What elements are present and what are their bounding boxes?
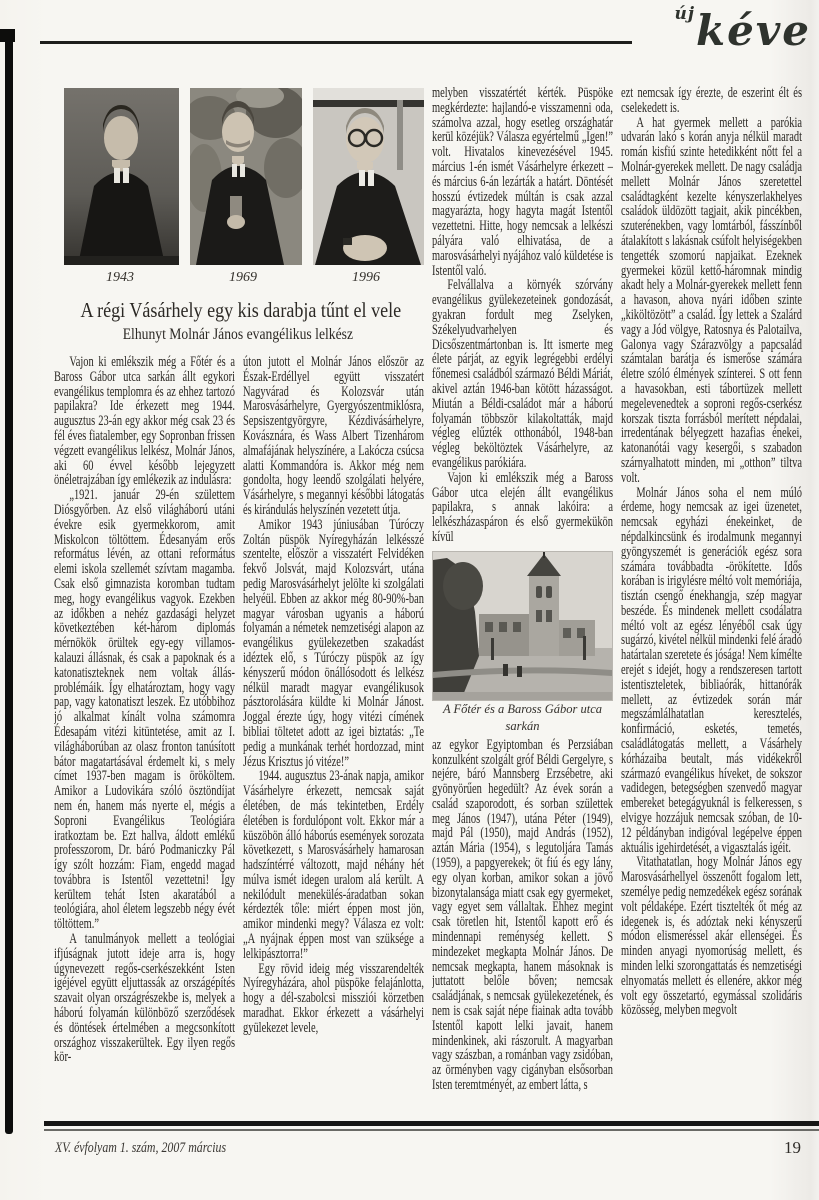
portrait-captions-row [64, 270, 422, 286]
footer-issue-label: XV. évfolyam 1. szám, 2007 március [55, 1140, 227, 1156]
article-paragraph: Vitathatatlan, hogy Molnár János egy Marosvásárhellyel összenőtt fogalom lett, személye pedig nemzedékek egész sorának volt példaképe. Ezért tisztelték őt még az idegenek is, és adóztak neki kényszerű módon elismeréssel akár ellenségei. És minden anyagi nyomorúság mellett, és minden lelki szorongattatás és nemzetiségi elnyomatás mellett és ellenére, akkor még volt egy összetartó, egymással szolidáris közösség, melyben megvolt [621, 854, 802, 1019]
scan-edge-artifact [5, 32, 13, 1134]
article-paragraph: „1921. január 29-én születtem Diósgyőrben. Az első világháború utáni évekre esik gyermekkorom, amit Miskolcon töltöttem. Édesanyám erős református lévén, az ottani református elemi iskola szellemét szívtam magamba. Csak első gimnazista koromban tudtam meg, hogy evangélikus vagyok. Ezekben az időkben a nehéz gazdasági helyzet következtében két-három diplomás mérnökök örültek egy-egy villamos-kalauzi állásnak, és csak a papoknak és a katonatiszteknek nem voltak állás-problémáik. Így elhatároztam, hogy vagy pap, vagy katonatiszt leszek. Ez utóbbihoz jó alkalmat kínált volna számomra Édesapám vitézi kitüntetése, amit az I. világháborúban az olasz fronton tanúsított bátor magatartásával érdemelt ki, s mely címet 1937-ben magam is örököltem. Amikor a Ludovikára szóló ösztöndíjat nem én, hanem más nyerte el, mégis a Soproni Evangélikus Teológiára iratkoztam be. Ezt hallva, áldott emlékű professzorom, Dr. báró Podmaniczky Pál így szólt hozzám: Fiam, engedd magad továbbra is Istentől vezettetni! Így kerültem tehát Isten akaratából a teológiára, ahol életem legszebb négy évét töltöttem.” [54, 487, 235, 933]
portrait-photo-1969 [190, 88, 302, 265]
article-paragraph: 1944. augusztus 23-ának napja, amikor Vásárhelyre érkezett, nemcsak saját életében, de más tekintetben, Erdély életében is fordulópont volt. Ekkor már a küszöbön álló háborús események sorozata következett, s Marosvásárhely hamarosan hadszíntérré változott, majd néhány hét múlva ismét idegen uralom alá került. A nekilódult menekülés-áradatban sokan kérdezték tőle: miért éppen most jön, amikor mindenki megy? Válasza ez volt: „A nyájnak éppen most van szüksége a lelkipásztorra!” [243, 768, 424, 962]
portrait-photo-1943 [64, 88, 179, 265]
article-paragraph: Amikor 1943 júniusában Túróczy Zoltán püspök Nyíregyházán lelkésszé szentelte, először a visszatért Felvidéken fekvő Jolsvát, majd Kolozsvárt, utána pedig Marosvásárhelyt jelölte ki szolgálati helyéül. Ebben az akkor még 80-90%-ban magyar városban ugyanis a háború folyamán a németek nemzetiségi alapon az evangélikus gyülekezetben szakadást idéztek elő, s Túróczy püspök az így kényszerű módon önállósodott és lelkész nélkül maradt magyar evangélikusok pásztorolására küldte ki Molnár Jánost. Joggal érezte úgy, hogy vitézi címének bibliai töltetet adott az igei biztatás: „Te pedig a munkának terhét hordozzad, mint Jézus Krisztus jó vitéze!” [243, 516, 424, 770]
article-paragraph: Vajon ki emlékszik még a Főtér és a Baross Gábor utca sarkán állt egykori evangélikus templomra és az ehhez tartozó papilakra? Ide érkezett meg 1944. augusztus 23-án egy akkor még csak 23 és fél éves fiatalember, egy Sopronban frissen végzett evangélikus lelkész, Molnár János, aki 60 évvel később lejegyzett önéletrajzában így emlékezik az indulásra: [54, 355, 235, 489]
article-paragraph: A tanulmányok mellett a teológiai ifjúságnak jutott ideje arra is, hogy úgynevezett regős-cserkészekként Isten igéjével együtt eljuttassák az országépítés szavait olyan országrészekbe is, melyek a háború folyamán különböző szerződések és döntések értelmében a megcsonkított országhoz visszakerültek. Egy ilyen regős kör- [54, 931, 235, 1066]
article-subtitle: Elhunyt Molnár János evangélikus lelkész [122, 326, 354, 343]
portrait-caption: 1996 [352, 270, 380, 285]
article-paragraph: Molnár János soha el nem múló érdeme, hogy nemcsak az igei üzenetet, nemcsak egyházi énekeinket, de népdalkincsünk és irodalmunk megannyi gyöngyszemét is generációk egész sora számára továbbadta -örökítette. Idős korában is irigylésre méltó volt memóriája, tisztán csengő énekhangja, szép magyar beszéde. És mindenek mellett csodálatra méltó volt az egész lényéből csak úgy sugárzó, kivétel nélkül mindenki felé áradó határtalan szeretete és jósága! Nem kímélte erejét s idejét, hogy a rendszeresen tartott istentiszteletek, bibliaórák, hittanórák mellett, az évtizedek során már megszámlálhatatlan keresztelés, konfirmáció, esketés, temetés, családlátogatás mellett, a Vásárhely kórházaiba beutalt, más vidékekről származó evangélikus híveket, de sokszor vadidegen, betegségben szenvedő magyar embereket betegágyuknál is felkeressen, s elvigye hozzájuk nemcsak szóban, de 10-12 példányban indigóval legépelve éppen aktuális igehirdetését, a vigasztalás igéit. [621, 484, 802, 856]
article-paragraph: melyben visszatértét kérték. Püspöke megkérdezte: hajlandó-e visszamenni oda, számolva azzal, hogy esetleg országhatár kerül közéjük? Válasza egyértelmű „Igen!” volt. Hivatalos kinevezésével 1945. március 1-én ismét Vásárhelyre érkezett – és március 6-án lezárták a határt. Döntését hosszú évtizedek múltán is csak azzal magyarázta, hogy hagyta magát Istentől vezettetni. Hitte, hogy nemcsak a lelkészi pályára való elhivatása, de a marosvásárhelyi nyájához való küldetése is Istentől való. [432, 86, 613, 279]
footer-page-number: 19 [784, 1138, 801, 1157]
article-paragraph: Felvállalva a környék szórvány evangélikus gyülekezeteinek gondozását, gyakran fordult meg Zselyken, Székelyudvarhelyen és Dicsőszentmártonban is. Itt ismerte meg élete párját, az egyik legrégebbi erdélyi főnemesi családból származó Béldi Máriát, akivel aztán 1946-ban kötött házasságot. Miután a Béldi-családot már a háború folyamán többször kilakoltatták, majd végleg elűzték otthonából, 1948-ban végleg beköltöztek Vásárhelyre, az evangélikus parókiára. [432, 277, 613, 471]
article-paragraph: Vajon ki emlékszik még a Baross Gábor utca elején állt evangélikus papilakra, s annak lakóira: a lelkészházaspáron és első gyermekükön kívül [432, 469, 613, 545]
portrait-caption: 1969 [229, 270, 257, 285]
article-paragraph: úton jutott el Molnár János először az Észak-Erdéllyel együtt visszatért Nagyvárad és Kolozsvár után Marosvásárhelyre, Gyergyószentmiklósra, Sepsiszentgyörgyre, Kézdivásárhelyre, Kovásznára, és Wass Albert Tizenhárom almafájának helyszínére, a Lakócza csúcsa alatti Kommandóra is. Akkor még nem gondolta, hogy leendő szolgálati helyére, Vásárhelyre, s megannyi későbbi látogatás és kirándulás helyszínén vezetett útja. [243, 355, 424, 518]
article-paragraph: az egykor Egyiptomban és Perzsiában konzulként szolgált gróf Béldi Gergelyre, s nejére, báró Mannsberg Erzsébetre, aki gyönyörűen hegedült? Az évek során a család szaporodott, és sorban születtek meg János (1947), utána Péter (1949), majd Pál (1950), majd András (1952), aztán Mária (1954), s legutoljára Tamás (1959), a papgyerekek; öt fiú és egy lány, egy olyan korban, amikor sokan a jövő bizonytalansága miatt csak egy gyermeket, vagy egyet sem vállaltak. Ehhez megint csak töretlen hit, Istentől kapott erő és mindennapi reménység kellett. S mindezeket megkapta Molnár János. De nemcsak megkapta, hanem másoknak is juttatott belőle bőven; nemcsak családjának, s nemcsak gyülekezetének, és nem is csak saját népe fiainak adta tovább Istentől kapott lelki javait, hanem mindenkinek, aki rászorult. A magyarban vagy szászban, a románban vagy zsidóban, az örményben vagy cigányban elsősorban Isten teremtményét, az embert látta, s [432, 736, 613, 1094]
article-paragraph: A hat gyermek mellett a parókia udvarán lakó s korán anyja nélkül maradt román kisfiú szinte hetedikként nőtt fel a Molnár-gyerekek mellett. De nagy családja mellett Molnár János szeretettel családtagként kezelte kényszerlakhelyes családok üldözött tagjait, akik pincékben, szuterénekben, vagy lomtárból, fásszínből átalakított s lakásnak csúfolt helyiségekben tengették szomorú napjaikat. Ezeknek gyermekei közül kettő-háromnak mindig akadt hely a Molnár-gyerekek mellett fenn a havason, ahova nyári időben szinte „kiköltözött” a család. Így lettek a Szalárd vagy a Jód völgye, Ratosnya és Palotailva, Galonya vagy Szárazvölgy a papcsalád számtalan barátja és ismerőse számára életre szóló élmények színterei. S ott fenn a havasokban, esti tábortüzek mellett megelevenedtek a soproni regős-cserkész korszak tiszta forrásból merített népdalai, irredentának bélyegzett hazafias énekei, katonanótái vagy kesergői, s szabadon szárnyalhatott minden, mi „otthon” tiltva volt. [621, 114, 802, 486]
text-column-1 [54, 355, 235, 1113]
portrait-caption: 1943 [106, 270, 134, 285]
masthead-logo [675, 4, 811, 55]
portrait-photos-row [64, 88, 422, 265]
article-paragraph: Egy rövid ideig még visszarendelték Nyíregyházára, ahol püspöke felajánlotta, hogy a dél-szabolcsi missziói körzetben maradhat. Ekkor érkezett a vásárhelyi gyülekezet levele, [243, 960, 424, 1036]
portrait-1996-image [313, 88, 424, 265]
text-column-2 [243, 355, 424, 1113]
article-paragraph: ezt nemcsak így érezte, de eszerint élt és cselekedett is. [621, 86, 802, 116]
masthead-rule [40, 41, 632, 44]
footer-rule-thin [44, 1129, 819, 1131]
logo-wordmark: kéve [696, 6, 811, 55]
scan-edge-artifact-top [0, 29, 15, 42]
portrait-1969-image [190, 88, 302, 265]
text-column-4 [621, 86, 802, 1113]
article-title: A régi Vásárhely egy kis darabja tűnt el vele [80, 298, 402, 322]
footer-rule [44, 1121, 819, 1126]
portrait-photo-1996 [313, 88, 424, 265]
church-street-photo [432, 551, 613, 735]
logo-prefix: új [674, 4, 696, 24]
church-photo-caption: A Főtér és a Baross Gábor utca sarkán [442, 701, 603, 733]
text-column-3 [432, 86, 613, 1113]
church-street-image [432, 551, 613, 701]
portrait-1943-image [64, 88, 179, 265]
